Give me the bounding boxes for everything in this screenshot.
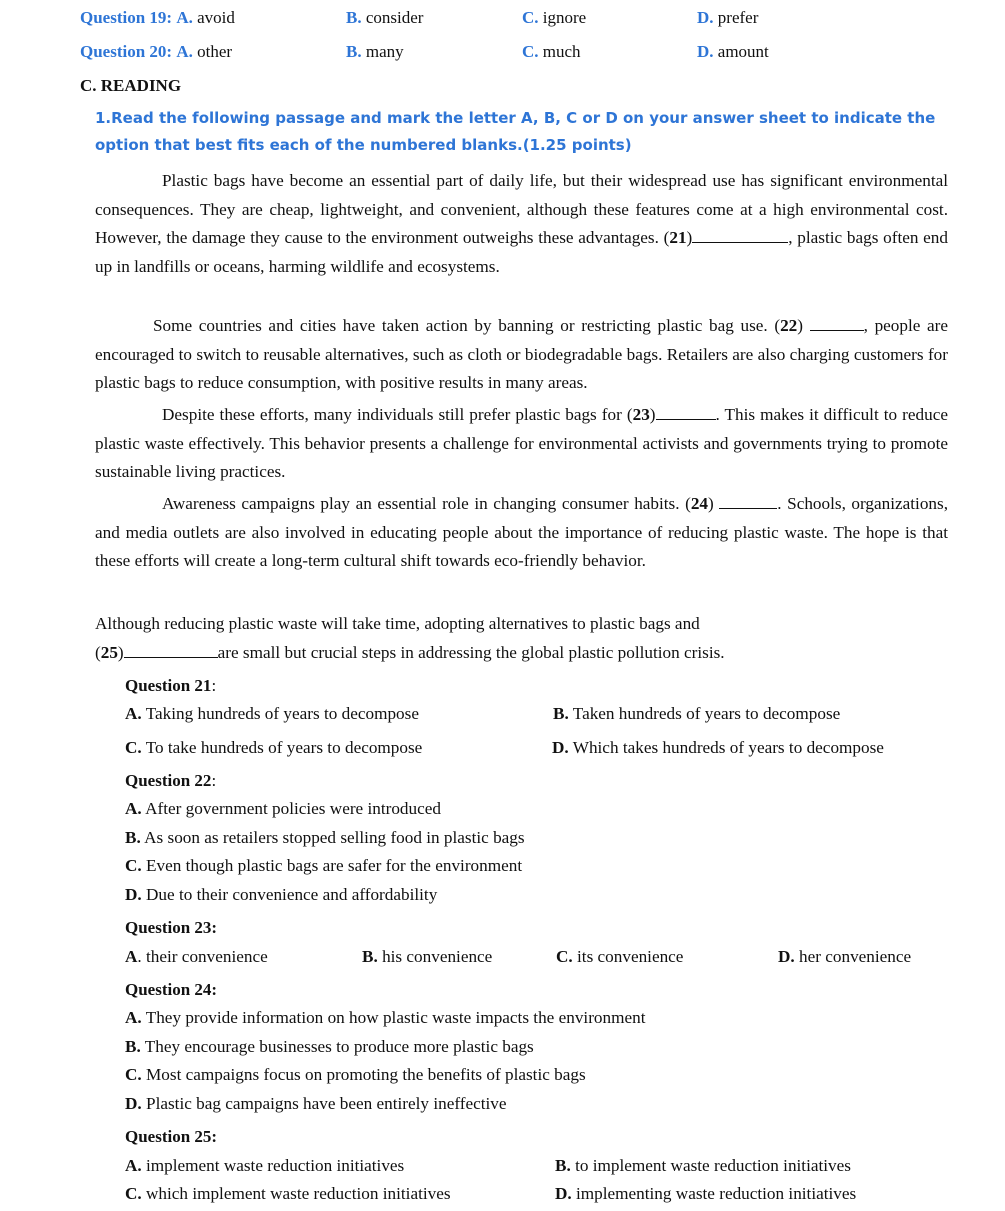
q24-option-c-text: Most campaigns focus on promoting the benefits of plastic bags (146, 1065, 586, 1084)
q20-option-c-text: much (542, 42, 581, 61)
blank-24-number: 24 (690, 494, 709, 513)
q22-option-b-letter: B. (125, 828, 141, 847)
q19-option-b-text: consider (365, 8, 424, 27)
q24-option-b-letter: B. (125, 1037, 141, 1056)
question-23-label: Question 23: (125, 918, 218, 937)
q21-option-b-text: Taken hundreds of years to decompose (572, 704, 841, 723)
q19-option-c-text: ignore (542, 8, 587, 27)
q19-option-d-letter: D. (697, 8, 714, 27)
q20-option-d-text: amount (717, 42, 769, 61)
q24-option-a-text: They provide information on how plastic waste impacts the environment (145, 1008, 646, 1027)
q19-option-d-text: prefer (717, 8, 759, 27)
blank-21-number: 21 (669, 228, 687, 248)
q24-option-d-text: Plastic bag campaigns have been entirely ineffective (146, 1094, 507, 1113)
q19-option-c (522, 8, 586, 28)
q19-option-b-letter: B. (346, 8, 362, 27)
blank-22-number: 22 (780, 316, 798, 335)
question-20-row (80, 42, 232, 62)
q22-option-d[interactable] (125, 885, 437, 905)
q22-option-b-text: As soon as retailers stopped selling food in plastic bags (144, 828, 525, 847)
p4-text-b: . Schools, organizations, and media outlets are also involved in educating people about the importance of reducing plastic waste. The hope is that these efforts will create a long-term cultural shift towards eco-friendly behavior. (95, 494, 949, 571)
p1-text-b: , plastic bags often end up in landfills or oceans, harming wildlife and ecosystems. (95, 228, 948, 276)
q24-option-d-letter: D. (125, 1094, 142, 1113)
passage-paragraph-1: Plastic bags have become an essential part of daily life, but their widespread use has significant environmental consequences. They are cheap, lightweight, and convenient, although these features come at a high environmental cost. However, the damage they cause to the environment outweighs these advantages. (21) , plastic bags often end up in landfills or oceans, harming wildlife and ecosystems. (95, 171, 948, 276)
q19-option-b (346, 8, 423, 28)
q22-option-a[interactable] (125, 799, 441, 819)
q19-option-a-letter: A. (176, 8, 193, 27)
blank-21 (692, 228, 788, 243)
q21-option-a-text: Taking hundreds of years to decompose (145, 704, 419, 723)
q20-option-a-text: other (197, 42, 233, 61)
q25-option-d-text: implementing waste reduction initiatives (576, 1184, 857, 1203)
q22-option-a-text: After government policies were introduced (145, 799, 441, 818)
p5-line-2: (25) are small but crucial steps in addressing the global plastic pollution crisis. (95, 643, 725, 662)
q23-option-b-text: his convenience (382, 947, 493, 966)
p3-text-a: Despite these efforts, many individuals still prefer plastic bags for ( (162, 405, 633, 424)
question-22-label: Question 22: (125, 771, 217, 790)
blank-23-number: 23 (632, 405, 650, 424)
question-24-label: Question 24: (125, 980, 218, 999)
q23-option-b[interactable] (362, 947, 492, 967)
passage-paragraph-3: Despite these efforts, many individuals still prefer plastic bags for (23) . This makes it difficult to reduce plastic waste effectively. This behavior presents a challenge for environmental activists and governments trying to promote sustainable living practices. (95, 405, 948, 482)
q20-option-c-letter: C. (522, 42, 539, 61)
p3-text-b: . This makes it difficult to reduce plastic waste effectively. This behavior presents a challenge for environmental activists and governments trying to promote sustainable living practices. (95, 405, 948, 482)
q25-option-c[interactable] (125, 1184, 451, 1204)
q23-option-d-text: her convenience (799, 947, 912, 966)
passage-paragraph-4: Awareness campaigns play an essential role in changing consumer habits. (24) . Schools, organizations, and media outlets are also involved in educating people about the importance of reducing plastic waste. The hope is that these efforts will create a long-term cultural shift towards eco-friendly behavior. (95, 494, 949, 571)
blank-24 (719, 494, 777, 509)
q24-option-a-letter: A. (125, 1008, 142, 1027)
q20-option-d (697, 42, 769, 62)
q23-option-b-letter: B. (362, 947, 378, 966)
q21-option-d-text: Which takes hundreds of years to decompose (572, 738, 884, 757)
p5-line-1: Although reducing plastic waste will take time, adopting alternatives to plastic bags and (95, 614, 700, 633)
instruction-line-1: 1.Read the following passage and mark the letter A, B, C or D on your answer sheet to indicate the (95, 109, 936, 127)
q23-option-c[interactable] (556, 947, 683, 967)
q21-option-d-letter: D. (552, 738, 569, 757)
q23-option-c-text: its convenience (577, 947, 684, 966)
q23-option-a[interactable] (125, 947, 268, 967)
q20-option-b (346, 42, 404, 62)
q24-option-a[interactable] (125, 1008, 645, 1028)
q25-option-b-text: to implement waste reduction initiatives (575, 1156, 851, 1175)
question-21-title: Question 21 (125, 676, 212, 695)
q23-option-d[interactable] (778, 947, 911, 967)
q25-option-c-letter: C. (125, 1184, 142, 1203)
q20-option-b-text: many (365, 42, 404, 61)
q23-option-a-text: . their convenience (137, 947, 268, 966)
blank-25 (124, 643, 218, 658)
q21-option-c-letter: C. (125, 738, 142, 757)
q23-option-d-letter: D. (778, 947, 795, 966)
passage-paragraph-2: Some countries and cities have taken action by banning or restricting plastic bag use. (22) , people are encouraged to switch to reusable alternatives, such as cloth or biodegradable bags. Retailers are also charging customers for plastic bags to reduce consumption, with positive results in many areas. (95, 316, 948, 393)
question-19-label: Question 19: (80, 8, 173, 27)
q22-option-b[interactable] (125, 828, 525, 848)
q25-option-a-letter: A. (125, 1156, 142, 1175)
q22-option-a-letter: A. (125, 799, 142, 818)
q24-option-b-text: They encourage businesses to produce more plastic bags (144, 1037, 534, 1056)
q22-option-c-text: Even though plastic bags are safer for the environment (146, 856, 523, 875)
q21-option-c[interactable] (125, 738, 422, 758)
blank-22 (810, 316, 864, 331)
question-19-row (80, 8, 235, 28)
q20-option-a-letter: A. (176, 42, 193, 61)
blank-25-number: 25 (100, 643, 118, 662)
p4-text-a: Awareness campaigns play an essential role in changing consumer habits. ( (162, 494, 691, 513)
question-22-title: Question 22 (125, 771, 212, 790)
q22-option-d-letter: D. (125, 885, 142, 904)
section-title: C. READING (80, 76, 182, 95)
q21-option-c-text: To take hundreds of years to decompose (145, 738, 423, 757)
q25-option-d[interactable] (555, 1184, 856, 1204)
q24-option-c[interactable] (125, 1065, 586, 1085)
q24-option-c-letter: C. (125, 1065, 142, 1084)
question-25-label: Question 25: (125, 1127, 218, 1146)
q22-option-c[interactable] (125, 856, 522, 876)
p5-text-b: are small but crucial steps in addressing the global plastic pollution crisis. (217, 643, 725, 662)
q19-option-c-letter: C. (522, 8, 539, 27)
question-20-label: Question 20: (80, 42, 173, 61)
q20-option-d-letter: D. (697, 42, 714, 61)
q25-option-c-text: which implement waste reduction initiatives (146, 1184, 451, 1203)
p1-text-a: Plastic bags have become an essential part of daily life, but their widespread use has significant environmental consequences. They are cheap, lightweight, and convenient, although these features come at a high environmental cost. However, the damage they cause to the environment outweighs these advantages. ( (95, 171, 948, 248)
q22-option-c-letter: C. (125, 856, 142, 875)
q23-option-a-letter: A (125, 947, 138, 966)
question-21-label: Question 21: (125, 676, 217, 695)
q23-option-c-letter: C. (556, 947, 573, 966)
q25-option-b[interactable] (555, 1156, 851, 1176)
q20-option-b-letter: B. (346, 42, 362, 61)
q25-option-a[interactable] (125, 1156, 404, 1176)
q21-option-d[interactable] (552, 738, 884, 758)
blank-23 (656, 405, 716, 420)
instruction-line-2: option that best fits each of the numbered blanks.(1.25 points) (95, 136, 632, 154)
q22-option-d-text: Due to their convenience and affordability (146, 885, 438, 904)
q24-option-b[interactable] (125, 1037, 534, 1057)
p2-text-b: , people are encouraged to switch to reusable alternatives, such as cloth or biodegradable bags. Retailers are also charging customers for plastic bags to reduce consumption, with positive results in many areas. (95, 316, 948, 393)
q21-option-a-letter: A. (125, 704, 142, 723)
q19-option-a-text: avoid (197, 8, 235, 27)
p2-text-a: Some countries and cities have taken action by banning or restricting plastic bag use. ( (153, 316, 781, 335)
q25-option-a-text: implement waste reduction initiatives (146, 1156, 405, 1175)
q21-option-b-letter: B. (553, 704, 569, 723)
q20-option-c (522, 42, 581, 62)
q19-option-d (697, 8, 758, 28)
q24-option-d[interactable] (125, 1094, 507, 1114)
q21-option-b[interactable] (553, 704, 840, 724)
q25-option-d-letter: D. (555, 1184, 572, 1203)
q21-option-a[interactable] (125, 704, 419, 724)
q25-option-b-letter: B. (555, 1156, 571, 1175)
